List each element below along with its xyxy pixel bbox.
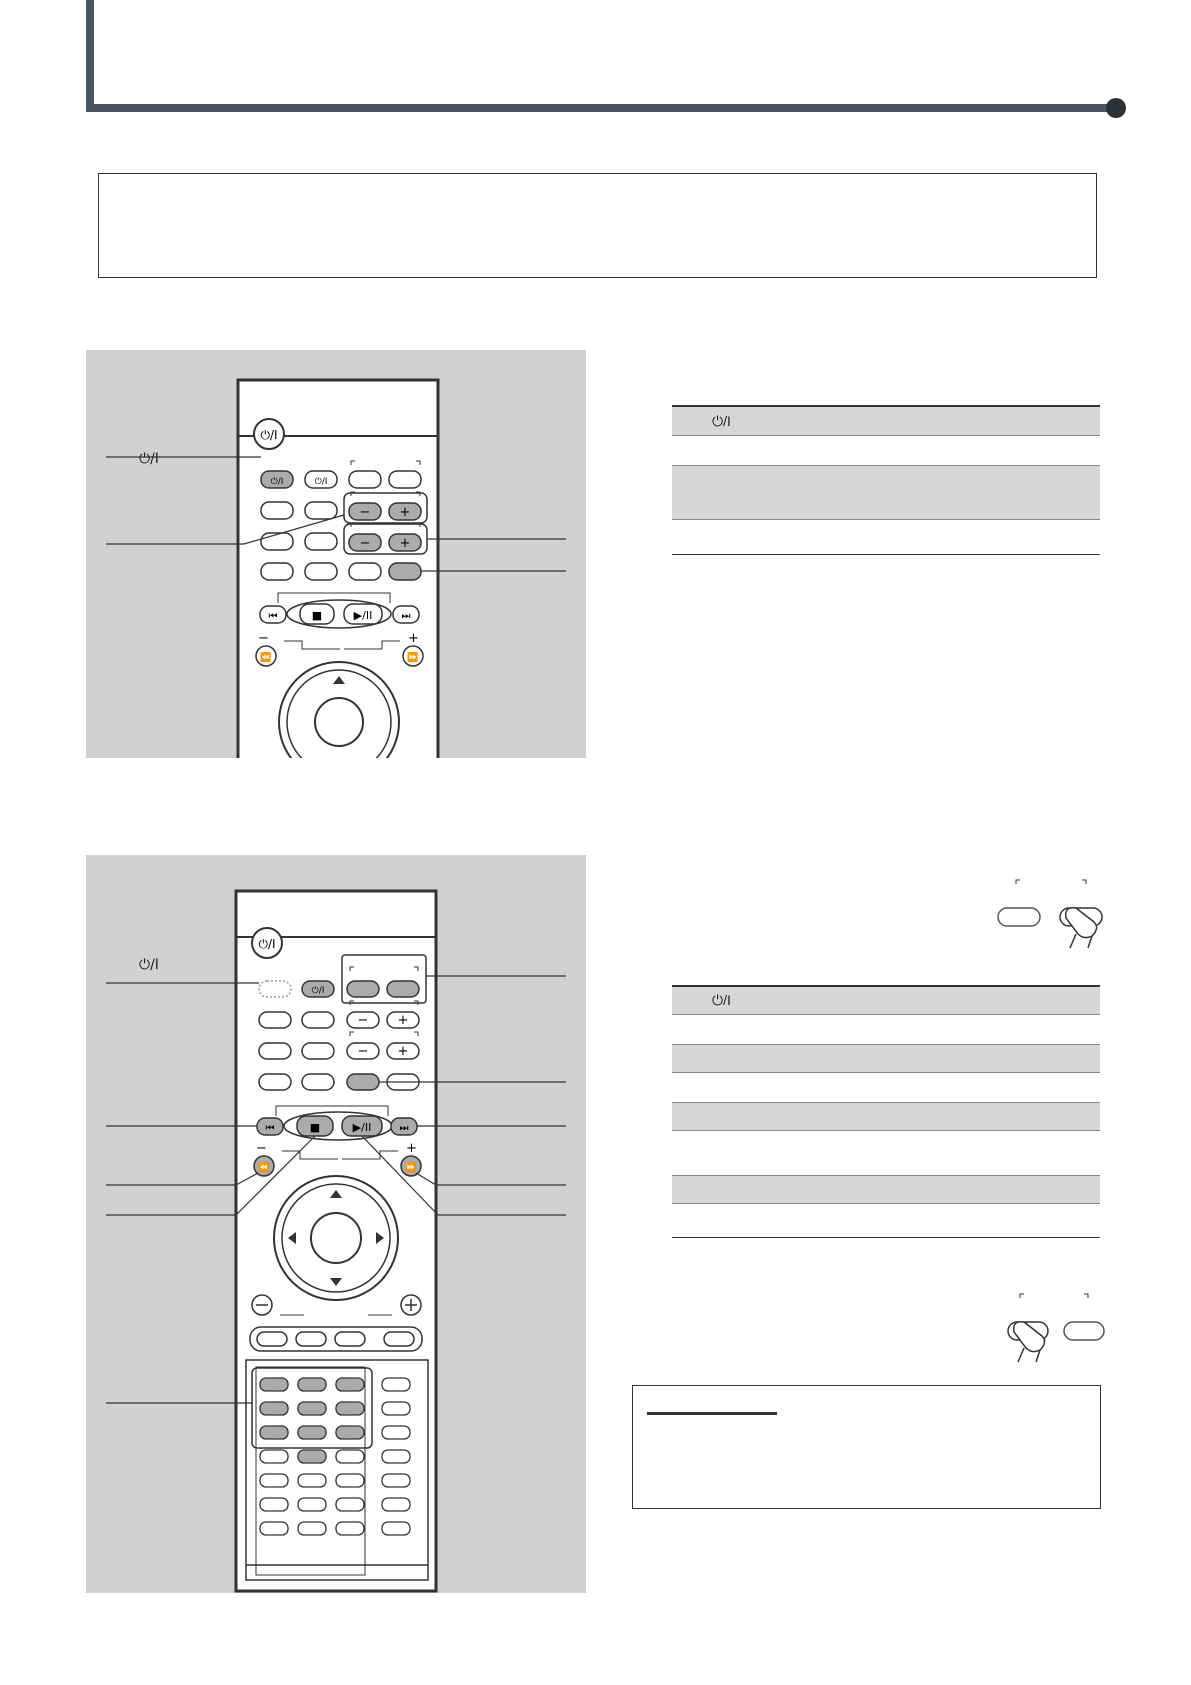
- highlighted-button[interactable]: [387, 981, 419, 997]
- minus-icon: −: [357, 1013, 369, 1028]
- fast-forward-button[interactable]: [403, 646, 423, 666]
- remote-panel-bottom: [86, 855, 586, 1593]
- plus-label: +: [408, 631, 419, 646]
- remote-button[interactable]: [384, 1332, 414, 1346]
- table-row: [672, 520, 1100, 555]
- plus-button[interactable]: [389, 503, 421, 520]
- remote-button[interactable]: [296, 1332, 326, 1346]
- intro-box: [98, 173, 1097, 278]
- remote-button[interactable]: [261, 563, 293, 580]
- remote-button[interactable]: [261, 502, 293, 519]
- volume-minus-button[interactable]: [252, 1295, 272, 1315]
- play-pause-button[interactable]: [344, 604, 382, 624]
- remote-button[interactable]: [259, 1074, 291, 1090]
- plus-icon: +: [397, 1044, 409, 1059]
- plus-button[interactable]: [387, 1012, 419, 1028]
- table-row: [672, 1015, 1100, 1044]
- remote-button[interactable]: [302, 1012, 334, 1028]
- remote-button[interactable]: [257, 1332, 287, 1346]
- header-bar-horizontal: [86, 104, 1117, 112]
- minus-label: −: [256, 1141, 267, 1156]
- power-icon: ⏻/I: [260, 428, 278, 442]
- play-pause-button[interactable]: [342, 1116, 382, 1136]
- remote-button[interactable]: [389, 471, 421, 488]
- fast-forward-icon: ⏩: [407, 653, 419, 663]
- stop-button[interactable]: [297, 1116, 333, 1136]
- power-button-highlight[interactable]: [261, 471, 293, 488]
- power-icon: ⏻/I: [270, 477, 284, 487]
- power-callout-label: ⏻/I: [139, 957, 159, 973]
- minus-button[interactable]: [349, 534, 381, 551]
- play-pause-icon: ▶/II: [352, 1121, 372, 1134]
- remote-illustration-top: [86, 350, 586, 758]
- next-button[interactable]: [391, 1118, 417, 1135]
- plus-button[interactable]: [389, 534, 421, 551]
- header-end-dot: [1106, 98, 1126, 118]
- table-row: [672, 1044, 1100, 1073]
- power-button-highlight[interactable]: [302, 981, 334, 997]
- top-table: [672, 405, 1100, 555]
- power-button-secondary[interactable]: [305, 471, 337, 488]
- plus-icon: +: [399, 505, 411, 520]
- remote-button[interactable]: [349, 471, 381, 488]
- power-icon: ⏻/I: [311, 986, 325, 996]
- minus-button[interactable]: [347, 1012, 379, 1028]
- table-row: [672, 405, 1100, 436]
- highlighted-button[interactable]: [347, 981, 379, 997]
- table-row: [672, 465, 1100, 520]
- plus-button[interactable]: [387, 1043, 419, 1059]
- fast-forward-icon: ⏩: [405, 1163, 417, 1173]
- directional-pad[interactable]: [274, 1176, 398, 1300]
- remote-button[interactable]: [305, 502, 337, 519]
- header-bar-vertical: [86, 0, 94, 112]
- minus-button[interactable]: [349, 503, 381, 520]
- note-box: [632, 1385, 1101, 1509]
- rewind-icon: ⏪: [258, 1163, 270, 1173]
- previous-icon: ⏮: [265, 1123, 275, 1134]
- stop-icon: ■: [309, 1121, 321, 1134]
- next-icon: ⏭: [399, 1123, 409, 1134]
- finger-press-illustration-top: [980, 878, 1110, 958]
- note-heading-rule: [647, 1412, 777, 1415]
- play-pause-icon: ▶/II: [353, 609, 373, 622]
- remote-button[interactable]: [259, 1012, 291, 1028]
- remote-button[interactable]: [349, 563, 381, 580]
- rewind-button[interactable]: [256, 646, 276, 666]
- remote-button[interactable]: [335, 1332, 365, 1346]
- table-row: [672, 436, 1100, 465]
- minus-icon: −: [359, 505, 371, 520]
- remote-button[interactable]: [305, 533, 337, 550]
- plus-icon: +: [399, 536, 411, 551]
- finger-press-icon: [1008, 1322, 1048, 1362]
- minus-button[interactable]: [347, 1043, 379, 1059]
- highlighted-button[interactable]: [347, 1074, 379, 1090]
- power-icon: ⏻/I: [712, 992, 731, 1008]
- remote-button[interactable]: [259, 981, 291, 997]
- finger-press-icon: [1060, 908, 1102, 948]
- minus-label: −: [258, 631, 269, 646]
- plus-label: +: [406, 1141, 417, 1156]
- power-icon: ⏻/I: [258, 937, 276, 951]
- remote-button[interactable]: [302, 1074, 334, 1090]
- minus-icon: −: [357, 1044, 369, 1059]
- previous-button[interactable]: [260, 606, 286, 623]
- power-icon: ⏻/I: [314, 477, 328, 487]
- table-row: [672, 1204, 1100, 1238]
- finger-press-illustration-bottom: [990, 1292, 1110, 1372]
- remote-button[interactable]: [259, 1043, 291, 1059]
- remote-button[interactable]: [302, 1043, 334, 1059]
- next-icon: ⏭: [401, 611, 411, 622]
- remote-illustration-bottom: [86, 855, 586, 1593]
- main-power-button[interactable]: [254, 419, 284, 449]
- rewind-icon: ⏪: [260, 653, 272, 663]
- volume-plus-button[interactable]: [401, 1295, 421, 1315]
- previous-button[interactable]: [257, 1118, 283, 1135]
- next-button[interactable]: [393, 606, 419, 623]
- remote-button[interactable]: [261, 533, 293, 550]
- fast-forward-button[interactable]: [401, 1156, 421, 1176]
- bottom-table: [672, 985, 1100, 1255]
- table-row: [672, 1131, 1100, 1175]
- table-row: [672, 985, 1100, 1015]
- power-callout-label: ⏻/I: [139, 451, 159, 467]
- remote-button[interactable]: [305, 563, 337, 580]
- table-row: [672, 1073, 1100, 1102]
- plus-icon: +: [397, 1013, 409, 1028]
- main-power-button[interactable]: [252, 928, 282, 958]
- remote-panel-top: [86, 350, 586, 758]
- stop-button[interactable]: [300, 604, 334, 624]
- table-row: [672, 1102, 1100, 1131]
- minus-icon: −: [359, 536, 371, 551]
- power-icon: ⏻/I: [712, 412, 731, 429]
- highlighted-button[interactable]: [389, 563, 421, 580]
- previous-icon: ⏮: [268, 611, 278, 622]
- stop-icon: ■: [311, 609, 323, 622]
- table-row: [672, 1175, 1100, 1204]
